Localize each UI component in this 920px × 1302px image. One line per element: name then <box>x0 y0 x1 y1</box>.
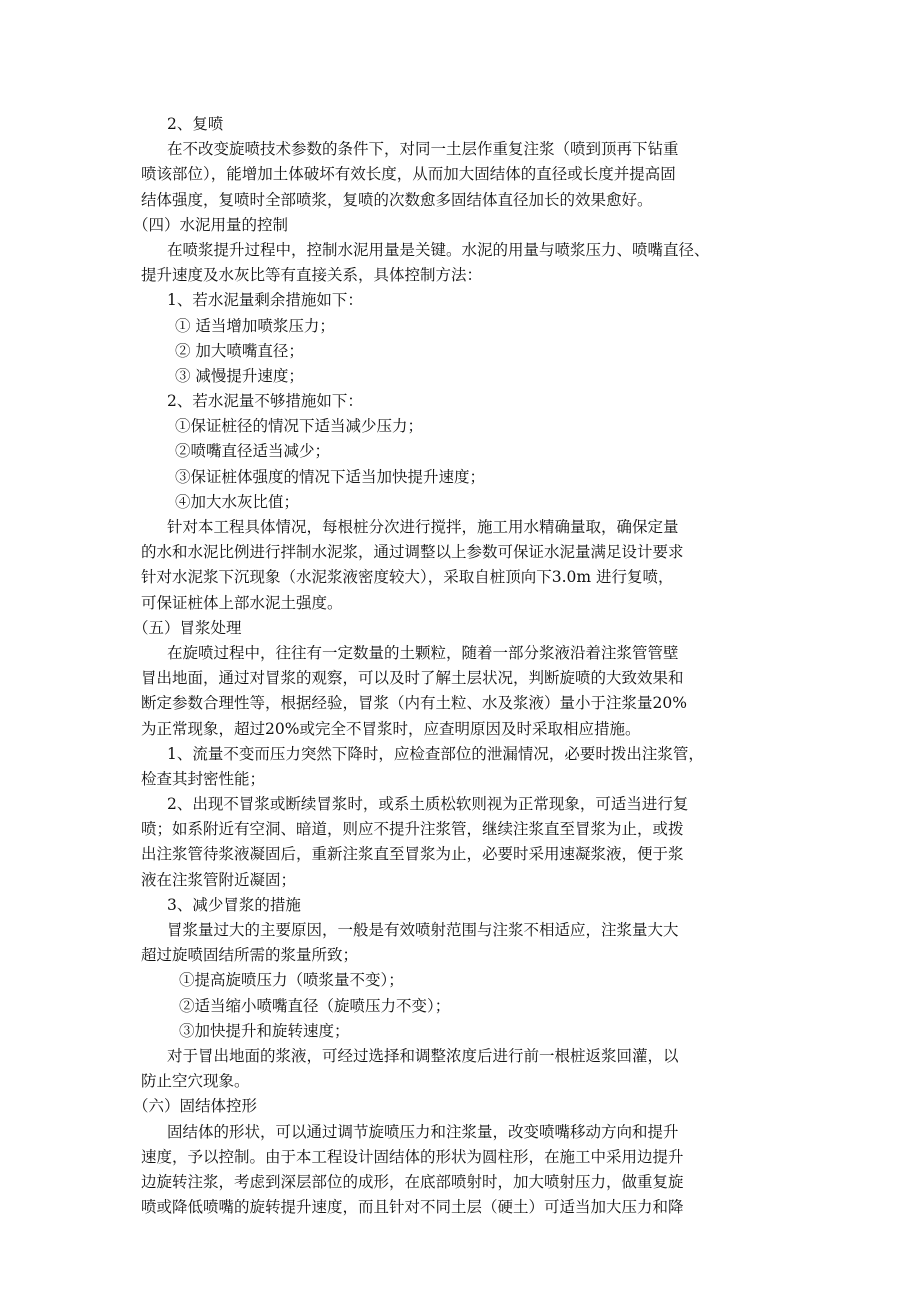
paragraph-line: 为正常现象，超过20%或完全不冒浆时，应查明原因及时采取相应措施。 <box>141 719 641 738</box>
paragraph-line: 针对水泥浆下沉现象（水泥浆液密度较大），采取自桩顶向下3.0m 进行复喷， <box>141 568 674 587</box>
paragraph-line: 在不改变旋喷技术参数的条件下，对同一土层作重复注浆（喷到顶再下钻重 <box>167 140 679 159</box>
list-item: ④加大水灰比值； <box>175 492 300 511</box>
list-item: ③保证桩体强度的情况下适当加快提升速度； <box>175 467 486 486</box>
paragraph-line: 超过旋喷固结所需的浆量所致； <box>141 946 359 965</box>
paragraph-line: 针对本工程具体情况，每根桩分次进行搅拌，施工用水精确量取，确保定量 <box>167 518 679 536</box>
paragraph-line: 速度，予以控制。由于本工程设计固结体的形状为圆柱形，在施工中采用边提升 <box>141 1147 684 1166</box>
paragraph-line: 出注浆管待浆液凝固后，重新注浆直至冒浆为止，必要时采用速凝浆液，便于浆 <box>141 845 684 864</box>
paragraph-line: 冒出地面，通过对冒浆的观察，可以及时了解土层状况，判断旋喷的大致效果和 <box>141 669 684 688</box>
paragraph-line: 2、出现不冒浆或断续冒浆时，或系土质松软则视为正常现象，可适当进行复 <box>167 795 689 814</box>
paragraph-line: 对于冒出地面的浆液，可经过选择和调整浓度后进行前一根桩返浆回灌，以 <box>167 1046 679 1065</box>
list-item: ①保证桩径的情况下适当减少压力； <box>175 417 424 436</box>
paragraph-line: 冒浆量过大的主要原因，一般是有效喷射范围与注浆不相适应，注浆量大大 <box>167 921 679 939</box>
list-item: ①提高旋喷压力（喷浆量不变）； <box>179 971 404 990</box>
list-heading: 3、减少冒浆的措施 <box>167 895 301 914</box>
paragraph-line: 可保证桩体上部水泥土强度。 <box>141 593 343 612</box>
list-item: ③ 减慢提升速度； <box>175 366 304 385</box>
paragraph-line: 的水和水泥比例进行拌制水泥浆，通过调整以上参数可保证水泥量满足设计要求 <box>141 543 684 562</box>
paragraph-line: 在旋喷过程中，往往有一定数量的土颗粒，随着一部分浆液沿着注浆管管壁 <box>167 643 679 662</box>
list-heading: 1、若水泥量剩余措施如下： <box>167 291 363 310</box>
paragraph-line: 防止空穴现象。 <box>141 1072 250 1091</box>
paragraph-line: 喷；如系附近有空洞、暗道，则应不提升注浆管，继续注浆直至冒浆为止，或拨 <box>141 820 684 839</box>
paragraph-line: 提升速度及水灰比等有直接关系，具体控制方法： <box>141 266 483 285</box>
document-body <box>133 112 781 1220</box>
list-item: ② 加大喷嘴直径； <box>175 341 304 360</box>
list-item: ① 适当增加喷浆压力； <box>175 316 335 335</box>
list-heading: 2、若水泥量不够措施如下： <box>167 392 363 411</box>
paragraph-line: 1、流量不变而压力突然下降时，应检查部位的泄漏情况，必要时拨出注浆管， <box>167 744 704 763</box>
paragraph-line: 喷或降低喷嘴的旋转提升速度，而且针对不同土层（硬土）可适当加大压力和降 <box>141 1198 684 1217</box>
list-item: ③加快提升和旋转速度； <box>179 1021 350 1040</box>
paragraph-line: 结体强度，复喷时全部喷浆，复喷的次数愈多固结体直径加长的效果愈好。 <box>141 190 653 209</box>
section-heading-4: （四）水泥用量的控制 <box>133 215 289 234</box>
paragraph-line: 固结体的形状，可以通过调节旋喷压力和注浆量，改变喷嘴移动方向和提升 <box>167 1122 679 1141</box>
paragraph-line: 在喷浆提升过程中，控制水泥用量是关键。水泥的用量与喷浆压力、喷嘴直径、 <box>167 240 710 259</box>
paragraph-line: 喷该部位），能增加土体破坏有效长度，从而加大固结体的直径或长度并提高固 <box>141 165 676 184</box>
subheading-fupen: 2、复喷 <box>167 115 224 133</box>
paragraph-line: 检查其封密性能； <box>141 769 266 788</box>
section-heading-6: （六）固结体控形 <box>133 1097 258 1116</box>
list-item: ②适当缩小喷嘴直径（旋喷压力不变）； <box>179 996 451 1015</box>
paragraph-line: 边旋转注浆，考虑到深层部位的成形，在底部喷射时，加大喷射压力，做重复旋 <box>141 1172 684 1191</box>
list-item: ②喷嘴直径适当减少； <box>175 442 331 461</box>
paragraph-line: 液在注浆管附近凝固； <box>141 870 297 889</box>
section-heading-5: （五）冒浆处理 <box>133 618 242 637</box>
paragraph-line: 断定参数合理性等，根据经验，冒浆（内有土粒、水及浆液）量小于注浆量20% <box>141 694 687 713</box>
